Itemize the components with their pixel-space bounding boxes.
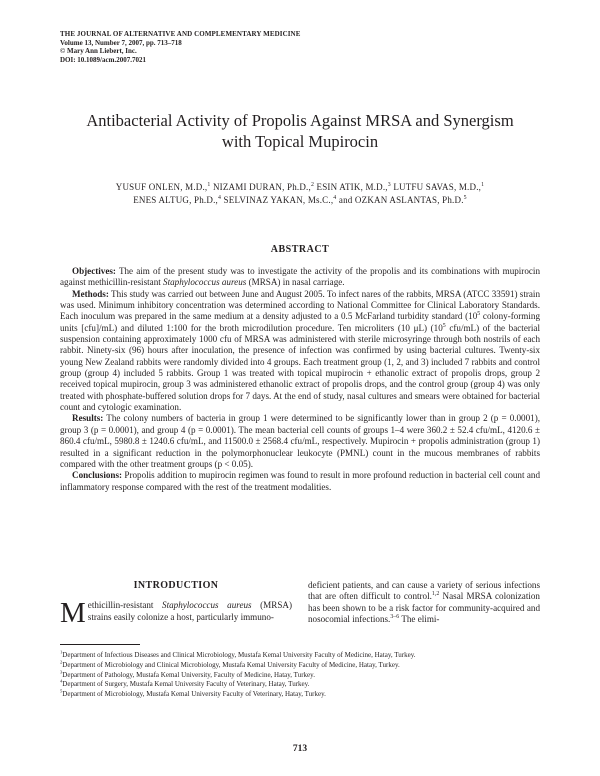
footnote-text: Department of Microbiology, Mustafa Kemal University Faculty of Veterinary, Hatay, Turkey.: [62, 690, 326, 699]
affiliation-mark: 5: [463, 195, 467, 201]
citation-mark: 3–6: [390, 614, 400, 620]
organism-name: Staphylococcus aureus: [163, 277, 247, 288]
abstract-methods: [60, 289, 540, 414]
footnote-1: [60, 651, 540, 661]
affiliation-mark: 1: [207, 182, 211, 188]
footnote-mark: 4: [60, 679, 63, 685]
drop-cap: M: [60, 597, 86, 630]
footnote-text: Department of Infectious Diseases and Clinical Microbiology, Mustafa Kemal University Faculty of Medicine, Hatay, Turkey.: [62, 651, 416, 659]
footnote-mark: 3: [60, 669, 63, 675]
journal-copyright: © Mary Ann Liebert, Inc.: [60, 47, 137, 56]
page-number: 713: [292, 744, 308, 754]
citation-mark: 1,2: [431, 591, 440, 598]
footnote-mark: 2: [60, 659, 63, 665]
abstract-body: [60, 266, 540, 493]
exponent: 5: [442, 322, 446, 329]
author-name: ENES ALTUG, Ph.D.,: [133, 195, 218, 205]
author-name: LUTFU SAVAS, M.D.,: [393, 182, 482, 192]
results-text: The colony numbers of bacteria in group 1 were determined to be significantly lower than in group 2 (p = 0.0001), group 3 (p = 0.0001), and group 4 (p = 0.0001). The mean bacterial cell counts of groups 1–4 were 360.2 ± 52.4 cfu/mL, 4120.6 ± 860.4 cfu/mL, 5980.8 ± 1240.6 cfu/mL, and 11500.0 ± 2568.4 cfu/mL, respectively. Mupirocin + propolis administration (group 1) resulted in a significant reduction in the polymorphonuclear leukocyte (PMNL) count in the mucous membranes of rabbits compared with the other treatment groups (p < 0.05).: [60, 413, 541, 469]
footnote-text: Department of Microbiology and Clinical Microbiology, Mustafa Kemal University Faculty of Medicine, Hatay, Turkey.: [62, 660, 400, 669]
intro-continued-text: deficient patients, and can cause a variety of serious infections that are often difficult to control.: [308, 580, 540, 602]
affiliation-mark: 4: [333, 195, 337, 201]
intro-text: ethicillin-resistant: [87, 600, 154, 611]
conclusions-label: Conclusions:: [72, 470, 123, 481]
author-line-2: [60, 194, 540, 207]
footnote-mark: 5: [60, 688, 63, 694]
conclusions-text: Propolis addition to mupirocin regimen was found to result in more profound reduction in bacterial cell count and inflammatory response compared with the rest of the treatment modalities.: [60, 470, 540, 492]
methods-text: This study was carried out between June and August 2005. To infect nares of the rabbits, MRSA (ATCC 33591) strain was used. Minimum inhibitory concentration was determined according to National Committee for Clinical Laboratory Standards. Each inoculum was prepared in the same medium at a density adjusted to a 0.5 McFarland turbidity standard (10: [60, 288, 541, 322]
intro-continued-text-2: Nasal MRSA colonization has been shown to be a risk factor for community-acquired and nosocomial infections.: [308, 591, 540, 625]
author-line-1: [60, 181, 540, 194]
footnote-4: [60, 680, 540, 690]
affiliation-mark: 3: [387, 182, 391, 188]
author-list: [60, 181, 540, 207]
objectives-label: Objectives:: [72, 266, 116, 276]
methods-text-3: cfu/mL) of the bacterial suspension containing approximately 1000 cfu of MRSA was administered with sterile microsyringe through both nostrils of each rabbit. Ninety-six (96) hours after inoculation, the presence of infection was confirmed by using bacterial cultures. Twenty-six young New Zealand rabbits were randomly divided into 4 groups. Each treatment group (1, 2, and 3) included 7 rabbits and control group (group 4) included 5 rabbits. Group 1 was treated with topical mupirocin + ethanolic extract of propolis drops, group 2 received topical mupirocin, group 3 was administered ethanolic extract of propolis drops, and the control group (group 4) was only treated with phosphate-buffered solution drops for 7 days. At the end of study, nasal cultures and smears were obtained for bacterial count and cytologic examination.: [60, 322, 540, 413]
objectives-text: The aim of the present study was to investigate the activity of the propolis and its combinations with mupirocin against methicillin-resistant: [60, 266, 540, 288]
affiliation-mark: 2: [310, 182, 315, 188]
left-column: [60, 580, 292, 630]
author-name: and OZKAN ASLANTAS, Ph.D.: [338, 195, 464, 205]
abstract-conclusions: [60, 470, 540, 493]
article-title-line-1: Antibacterial Activity of Propolis Against MRSA and Synergism: [86, 111, 514, 130]
author-name: YUSUF ONLEN, M.D.,: [115, 182, 208, 192]
article-title-line-2: with Topical Mupirocin: [221, 132, 379, 151]
objectives-text-end: (MRSA) in nasal carriage.: [248, 277, 345, 288]
organism-name: Staphylococcus aureus: [162, 600, 252, 611]
journal-header: [60, 30, 301, 64]
footnote-text: Department of Pathology, Mustafa Kemal University, Faculty of Medicine, Hatay, Turkey.: [62, 670, 315, 679]
abstract-objectives: [60, 266, 540, 289]
abstract-heading: ABSTRACT: [270, 244, 330, 255]
author-name: ESIN ATIK, M.D.,: [316, 182, 388, 192]
footnote-2: [60, 661, 540, 671]
footnote-5: [60, 690, 540, 700]
affiliation-footnotes: [60, 651, 540, 700]
exponent: 5: [477, 311, 481, 318]
journal-name: THE JOURNAL OF ALTERNATIVE AND COMPLEMENTARY MEDICINE: [60, 30, 301, 38]
abstract-results: [60, 413, 540, 470]
article-title: [40, 110, 560, 152]
footnote-mark: 1: [60, 649, 63, 655]
journal-volume: Volume 13, Number 7, 2007, pp. 713–718: [60, 38, 182, 47]
author-name: SELVINAZ YAKAN, Ms.C.,: [223, 195, 334, 205]
journal-doi: DOI: 10.1089/acm.2007.7021: [60, 55, 146, 64]
author-name: NIZAMI DURAN, Ph.D.,: [212, 182, 311, 192]
affiliation-mark: 4: [217, 195, 222, 201]
introduction-paragraph: [60, 597, 292, 630]
footnote-divider: [60, 644, 140, 645]
footnote-3: [60, 671, 540, 681]
right-column: [308, 580, 540, 625]
methods-label: Methods:: [72, 288, 109, 299]
introduction-heading: INTRODUCTION: [133, 580, 219, 591]
affiliation-mark: 1: [481, 182, 485, 188]
intro-continued-text-3: The elimi-: [401, 614, 440, 625]
results-label: Results:: [72, 413, 104, 424]
methods-text-2: colony-forming units [cfu]/mL) and diluted 1:100 for the broth microdilution procedure. Ten microliters (10 μL) (10: [60, 311, 540, 333]
footnote-text: Department of Surgery, Mustafa Kemal University Faculty of Veterinary, Hatay, Turkey.: [62, 680, 310, 689]
intro-text-end: (MRSA) strains easily colonize a host, particularly immuno-: [87, 600, 292, 622]
